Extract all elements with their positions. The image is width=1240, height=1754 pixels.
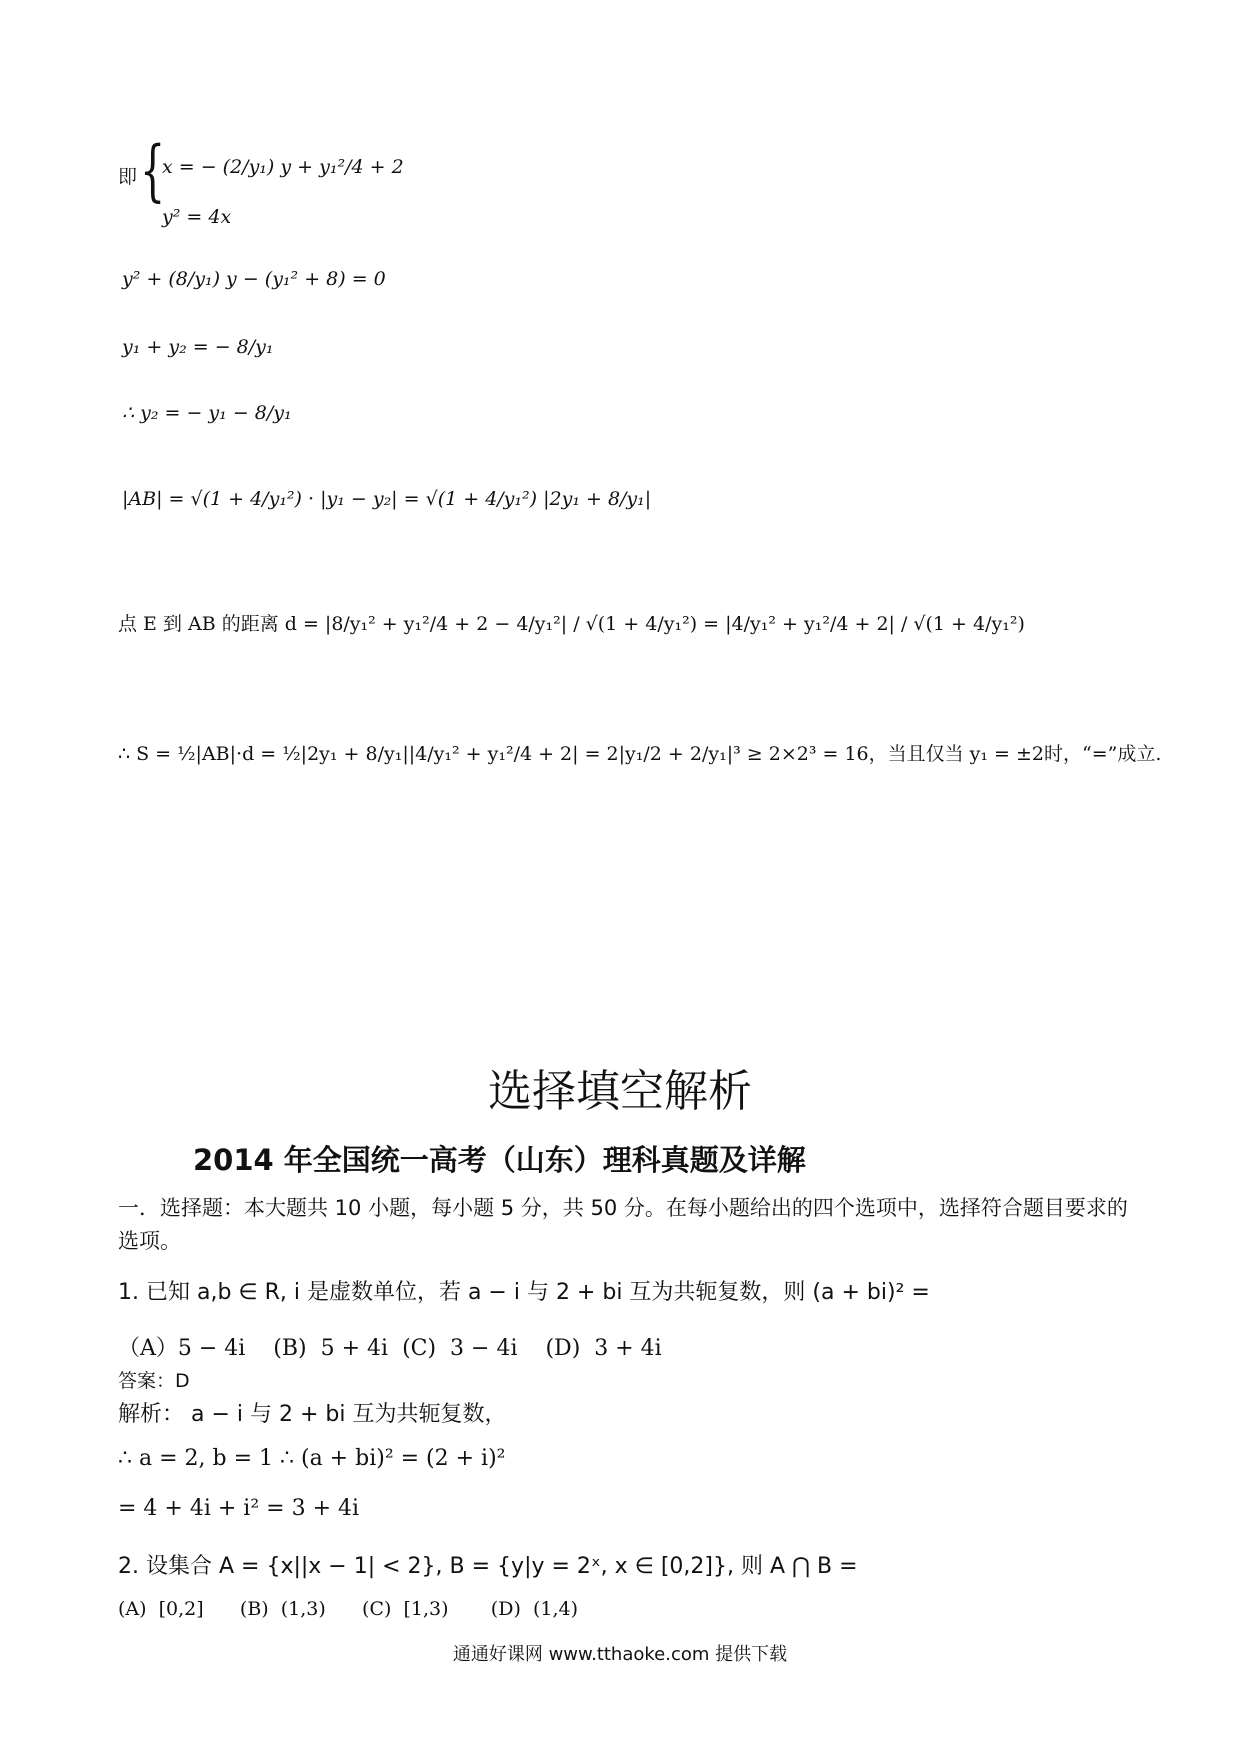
q1-answer: 答案：D (118, 1370, 190, 1392)
q1-analysis: 解析： a − i 与 2 + bi 互为共轭复数， (118, 1402, 507, 1427)
eq-quadratic: y² + (8/y₁) y − (y₁² + 8) = 0 (122, 268, 386, 290)
system-prefix: 即 (118, 166, 138, 188)
eq-distance: 点 E 到 AB 的距离 d = |8/y₁² + y₁²/4 + 2 − 4/y₁²| / √(1 + 4/y₁²) = |4/y₁² + y₁²/4 + 2| / √(1 + 4/y₁²) (118, 613, 1025, 635)
q1-step-1: ∴ a = 2, b = 1 ∴ (a + bi)² = (2 + i)² (118, 1446, 506, 1471)
exam-title: 2014 年全国统一高考（山东）理科真题及详解 (193, 1143, 806, 1177)
system-eq-2: y² = 4x (162, 206, 232, 228)
section-title: 选择填空解析 (488, 1066, 752, 1117)
system-eq-1: x = − (2/y₁) y + y₁²/4 + 2 (162, 156, 404, 178)
q2-stem: 2. 设集合 A = {x||x − 1| < 2}, B = {y|y = 2ˣ, x ∈ [0,2]}, 则 A ⋂ B = (118, 1554, 858, 1579)
q1-options: （A）5 − 4i (B) 5 + 4i (C) 3 − 4i (D) 3 + 4i (118, 1336, 662, 1361)
eq-ab: |AB| = √(1 + 4/y₁²) · |y₁ − y₂| = √(1 + 4/y₁²) |2y₁ + 8/y₁| (122, 488, 652, 510)
system-brace: { (140, 132, 166, 209)
q1-stem: 1. 已知 a,b ∈ R, i 是虚数单位，若 a − i 与 2 + bi 互为共轭复数，则 (a + bi)² = (118, 1280, 930, 1305)
eq-y2: ∴ y₂ = − y₁ − 8/y₁ (122, 402, 292, 424)
footer: 通通好课网 www.tthaoke.com 提供下载 (452, 1644, 788, 1665)
q1-step-2: = 4 + 4i + i² = 3 + 4i (118, 1496, 360, 1521)
section-intro: 一．选择题：本大题共 10 小题，每小题 5 分，共 50 分。在每小题给出的四个选项中，选择符合题目要求的选项。 (118, 1196, 1128, 1253)
eq-area: ∴ S = ½|AB|·d = ½|2y₁ + 8/y₁||4/y₁² + y₁²/4 + 2| = 2|y₁/2 + 2/y₁|³ ≥ 2×2³ = 16，当且仅当 y₁ = ±2时，“=”成立. (118, 743, 1162, 765)
eq-sum: y₁ + y₂ = − 8/y₁ (122, 336, 274, 358)
q2-options: (A) [0,2] (B) (1,3) (C) [1,3) (D) (1,4) (118, 1598, 578, 1620)
